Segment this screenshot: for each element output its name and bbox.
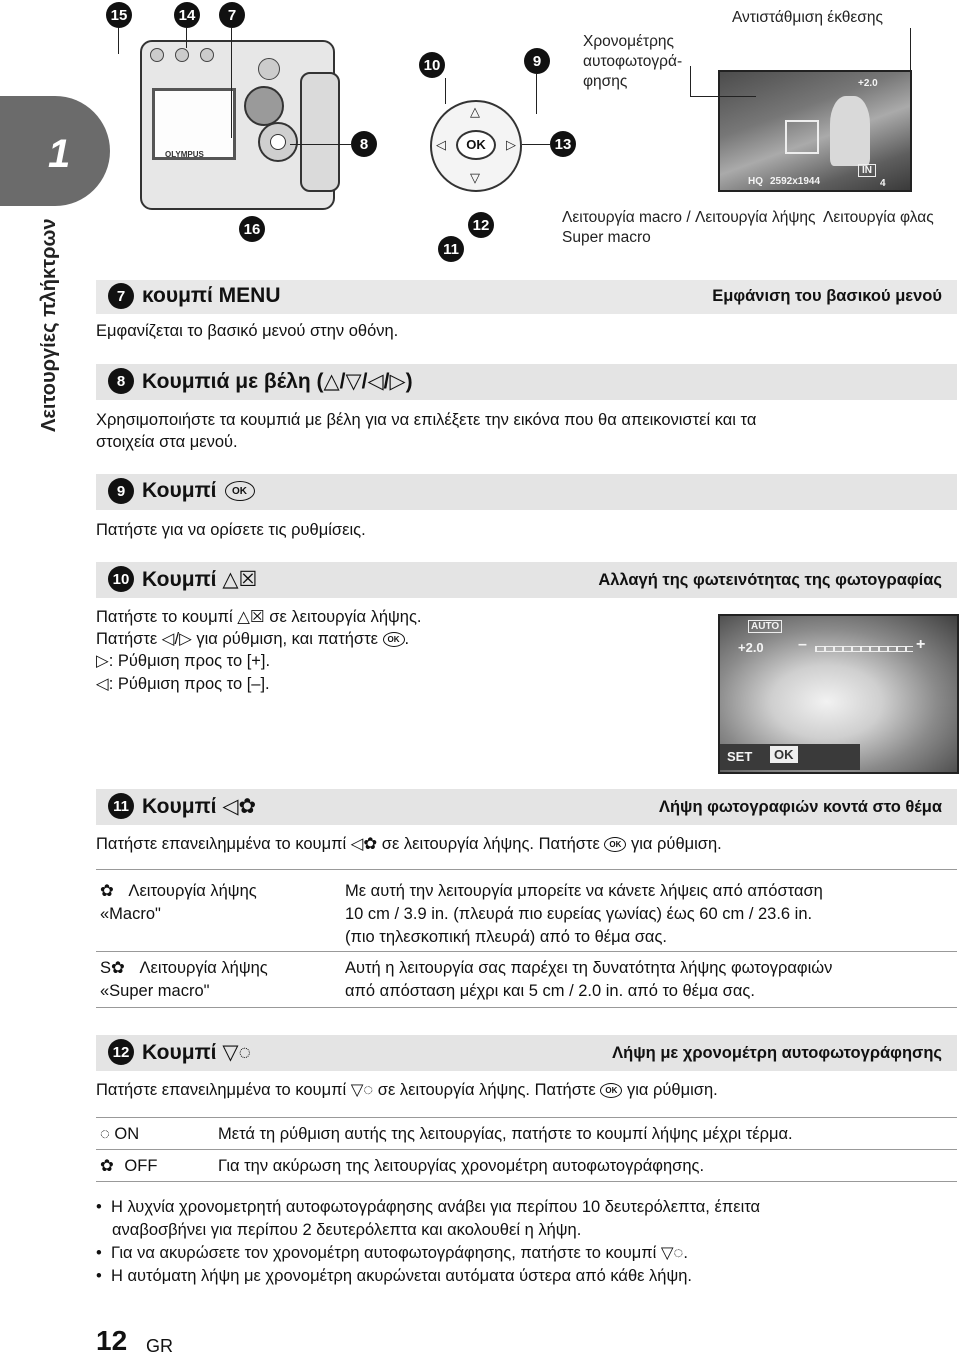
super-macro-term-line2: «Super macro": [100, 982, 210, 1000]
pad-ok-button: OK: [456, 130, 496, 160]
preview-plus-icon: +: [916, 636, 926, 653]
camera-mode-dial: [244, 86, 284, 126]
callout-11: 11: [438, 236, 464, 262]
photo-memory-mode: IN: [858, 164, 876, 177]
preview-set-label: SET: [727, 749, 753, 764]
camera-display-button: [175, 48, 189, 62]
bullet-item: • Η αυτόματη λήψη με χρονομέτρη ακυρώνεται αυτόματα ύστερα από κάθε λήψη.: [96, 1267, 693, 1285]
table-rule: [96, 1007, 957, 1008]
pad-left-icon: ◁: [436, 137, 446, 152]
table-rule: [96, 1149, 957, 1150]
label-macro: Λειτουργία macro / Λειτουργία λήψης Super macro: [562, 209, 816, 246]
section-10-heading: [108, 566, 257, 592]
ok-icon: OK: [383, 632, 405, 647]
section-10-line3: ▷: Ρύθμιση προς το [+].: [96, 652, 271, 670]
macro-icon: ✿: [100, 882, 114, 900]
section-12-intro: [96, 1079, 718, 1101]
af-target-frame: [785, 120, 819, 154]
label-selftimer: Χρονομέτρης αυτοφωτογρά-φησης: [583, 33, 683, 90]
ok-icon: OK: [604, 837, 626, 852]
section-8-text-line2: στοιχεία στα μενού.: [96, 433, 238, 451]
callout-13: 13: [550, 131, 576, 157]
leader-line: [186, 28, 187, 48]
camera-menu-button: [200, 48, 214, 62]
preview-ev-value: +2.0: [738, 640, 764, 655]
section-12-intro-end: για ρύθμιση.: [626, 1081, 718, 1099]
super-macro-term-line1: Λειτουργία λήψης: [139, 959, 268, 977]
table-rule: [96, 1181, 957, 1182]
leader-line: [290, 144, 352, 145]
section-12-title: Κουμπί ▽◌: [142, 1040, 251, 1064]
camera-logo: OLYMPUS: [165, 150, 204, 159]
section-11-subtitle: Λήψη φωτογραφιών κοντά στο θέμα: [658, 798, 942, 816]
super-macro-desc-line2: από απόσταση μέχρι και 5 cm / 2.0 in. από το θέμα σας.: [345, 982, 755, 1000]
callout-9: 9: [524, 48, 550, 74]
section-8-text-line1: Χρησιμοποιήστε τα κουμπιά με βέλη για να επιλέξετε την εικόνα που θα απεικονιστεί και τα: [96, 411, 757, 429]
language-code: GR: [146, 1336, 173, 1356]
section-7-text: Εμφανίζεται το βασικό μενού στην οθόνη.: [96, 322, 399, 340]
macro-desc-line1: Με αυτή την λειτουργία μπορείτε να κάνετε λήψεις από απόσταση: [345, 882, 823, 900]
section-12-heading: [108, 1039, 251, 1065]
photo-quality: HQ: [748, 176, 763, 187]
section-11-intro-end: για ρύθμιση.: [631, 835, 722, 853]
bullet-text: Η αυτόματη λήψη με χρονομέτρη ακυρώνεται αυτόματα ύστερα από κάθε λήψη.: [110, 1267, 693, 1285]
pad-right-icon: ▷: [506, 137, 516, 152]
super-macro-desc-line1: Αυτή η λειτουργία σας παρέχει τη δυνατότητα λήψης φωτογραφιών: [345, 959, 833, 977]
leader-line: [445, 78, 446, 104]
section-10-subtitle: Αλλαγή της φωτεινότητας της φωτογραφίας: [598, 571, 942, 589]
preview-mode-badge: AUTO: [748, 620, 782, 633]
callout-7: 7: [219, 2, 245, 28]
bullet-text: Για να ακυρώσετε τον χρονομέτρη αυτοφωτογράφησης, πατήστε το κουμπί ▽◌.: [110, 1244, 688, 1262]
camera-zoom-button: [150, 48, 164, 62]
table-rule: [96, 951, 957, 952]
bullet-text: Η λυχνία χρονομετρητή αυτοφωτογράφησης ανάβει για περίπου 10 δευτερόλεπτα, έπειτα: [110, 1198, 761, 1216]
section-7-subtitle: Εμφάνιση του βασικού μενού: [712, 287, 942, 305]
chapter-label: Λειτουργίες πλήκτρων: [38, 218, 60, 432]
ok-icon: OK: [225, 481, 255, 501]
label-flash: Λειτουργία φλας: [823, 209, 934, 226]
section-10-line2-text: Πατήστε ◁/▷ για ρύθμιση, και πατήστε: [96, 630, 378, 648]
section-12-number: 12: [108, 1039, 134, 1065]
section-10-line1: Πατήστε το κουμπί △☒ σε λειτουργία λήψης.: [96, 608, 422, 626]
section-10-line4: ◁: Ρύθμιση προς το [–].: [96, 675, 270, 693]
callout-16: 16: [239, 216, 265, 242]
section-11-intro: [96, 833, 722, 855]
page-number: 12: [96, 1325, 128, 1356]
table-rule: [96, 869, 957, 870]
section-10-number: 10: [108, 566, 134, 592]
table-rule: [96, 1117, 957, 1118]
section-10-title: Κουμπί △☒: [142, 567, 258, 591]
camera-shutter-button: [258, 58, 280, 80]
bullet-continuation: αναβοσβήνει για περίπου 2 δευτερόλεπτα και ακολουθεί η λήψη.: [112, 1221, 582, 1239]
section-8-title: Κουμπιά με βέλη (△/▽/◁/▷): [142, 369, 413, 393]
section-12-subtitle: Λήψη με χρονομέτρη αυτοφωτογράφησης: [612, 1044, 942, 1062]
camera-ok-button: [270, 134, 286, 150]
section-9-title: Κουμπί: [142, 479, 217, 502]
callout-12: 12: [468, 212, 494, 238]
photo-ev-value: +2.0: [858, 78, 878, 89]
photo-size: 2592x1944: [770, 176, 821, 187]
selftimer-off-icon: ✿: [100, 1157, 114, 1175]
leader-line: [231, 28, 232, 138]
leader-line: [690, 66, 691, 96]
section-8-number: 8: [108, 368, 134, 394]
section-8-heading: [108, 368, 413, 394]
selftimer-off-label: OFF: [124, 1157, 158, 1175]
preview-minus-icon: –: [798, 636, 807, 653]
selftimer-on-term: [100, 1123, 139, 1145]
exposure-scale: [815, 646, 913, 652]
pad-up-icon: △: [470, 104, 480, 119]
super-macro-icon: S✿: [100, 959, 125, 977]
macro-desc-line2: 10 cm / 3.9 in. (πλευρά πιο ευρείας γωνίας) έως 60 cm / 23.6 in.: [345, 905, 813, 923]
callout-8: 8: [351, 131, 377, 157]
leader-line: [522, 144, 550, 145]
section-11-title: Κουμπί ◁✿: [142, 794, 257, 818]
callout-14: 14: [174, 2, 200, 28]
ok-icon: OK: [600, 1083, 622, 1098]
section-11-heading: [108, 793, 256, 819]
macro-term-line2: «Macro": [100, 905, 161, 923]
leader-line: [118, 28, 119, 54]
selftimer-on-desc: Μετά τη ρύθμιση αυτής της λειτουργίας, πατήστε το κουμπί λήψης μέχρι τέρμα.: [218, 1125, 793, 1143]
selftimer-off-term: [100, 1155, 157, 1177]
section-9-text: Πατήστε για να ορίσετε τις ρυθμίσεις.: [96, 521, 366, 539]
macro-term-line1: Λειτουργία λήψης: [128, 882, 257, 900]
leader-line: [536, 74, 537, 114]
selftimer-icon: ◌: [100, 1125, 110, 1143]
section-11-number: 11: [108, 793, 134, 819]
label-exposure: Αντιστάθμιση έκθεσης: [732, 9, 883, 26]
bullet-item: • Η λυχνία χρονομετρητή αυτοφωτογράφησης ανάβει για περίπου 10 δευτερόλεπτα, έπειτα: [96, 1198, 761, 1216]
macro-row-term: [100, 880, 257, 902]
section-9-number: 9: [108, 478, 134, 504]
macro-desc-line3: (πιο τηλεσκοπική πλευρά) από το θέμα σας.: [345, 928, 668, 946]
section-10-line2-end: .: [404, 630, 410, 648]
section-7-heading: [108, 283, 281, 309]
preview-ok-label: OK: [770, 746, 798, 763]
photo-subject: [830, 96, 870, 166]
callout-15: 15: [106, 2, 132, 28]
leader-line: [910, 28, 911, 100]
super-macro-row-term: [100, 957, 268, 979]
selftimer-off-desc: Για την ακύρωση της λειτουργίας χρονομέτρη αυτοφωτογράφησης.: [218, 1157, 705, 1175]
callout-10: 10: [419, 52, 445, 78]
pad-down-icon: ▽: [470, 170, 480, 185]
section-7-title: κουμπί MENU: [142, 284, 281, 307]
section-11-intro-text: Πατήστε επανειλημμένα το κουμπί ◁✿ σε λειτουργία λήψης. Πατήστε: [96, 835, 600, 853]
bullet-item: • Για να ακυρώσετε τον χρονομέτρη αυτοφωτογράφησης, πατήστε το κουμπί ▽◌.: [96, 1244, 688, 1262]
section-7-number: 7: [108, 283, 134, 309]
chapter-number: 1: [48, 132, 71, 176]
section-9-heading: [108, 478, 255, 504]
section-12-intro-text: Πατήστε επανειλημμένα το κουμπί ▽◌ σε λειτουργία λήψης. Πατήστε: [96, 1081, 596, 1099]
camera-grip: [300, 72, 340, 192]
section-10-line2: [96, 628, 409, 650]
photo-shots-remaining: 4: [880, 178, 886, 189]
leader-line: [690, 96, 756, 97]
selftimer-on-label: ON: [114, 1125, 140, 1143]
